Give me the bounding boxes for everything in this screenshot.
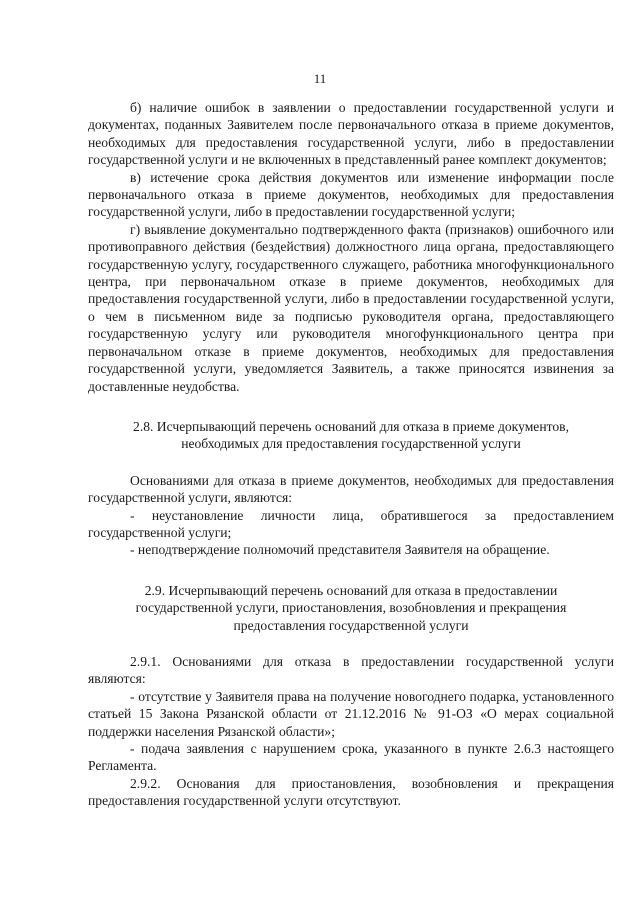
section-2-9-heading-line3: предоставления государственной услуги: [233, 617, 469, 633]
section-2-9-1-item-2: - подача заявления с нарушением срока, указанного в пункте 2.6.3 настоящего Регламента.: [88, 741, 614, 774]
section-2-9-heading-line2: государственной услуги, приостановления, возобновления и прекращения: [135, 600, 567, 616]
page-number: 11: [313, 71, 327, 86]
section-2-8-item-1: - неустановление личности лица, обратившегося за предоставлением государственной услуги;: [88, 507, 614, 540]
section-2-8-heading-line2: необходимых для предоставления государственной услуги: [181, 436, 521, 452]
section-2-9-1-item-1: - отсутствие у Заявителя права на получение новогоднего подарка, установленного статьей 15 Закона Рязанской области от 21.12.2016 № 91-ОЗ «О мерах социальной поддержки населения Рязанской области»;: [88, 688, 614, 739]
paragraph-item-b: б) наличие ошибок в заявлении о предоставлении государственной услуги и документах, поданных Заявителем после первоначального отказа в приеме документов, необходимых для предоставления государственной услуги, либо в предоставлении государственной услуги и не включенных в представленный ранее комплект документов;: [88, 100, 614, 168]
section-2-8-heading-line1: 2.8. Исчерпывающий перечень оснований для отказа в приеме документов,: [133, 418, 569, 434]
section-2-9-2: 2.9.2. Основания для приостановления, возобновления и прекращения предоставления государственной услуги отсутствуют.: [88, 775, 614, 809]
section-2-8-heading: [88, 418, 614, 453]
document-body: [88, 99, 614, 810]
section-2-8-item-2: - неподтверждение полномочий представителя Заявителя на обращение.: [130, 542, 550, 558]
section-2-9-heading: [88, 582, 614, 634]
paragraph-item-v: в) истечение срока действия документов или изменение информации после первоначального отказа в приеме документов, необходимых для предоставления государственной услуги, либо в предоставлении государственной услуги;: [88, 169, 614, 220]
paragraph-item-g: г) выявление документально подтвержденного факта (признаков) ошибочного или противоправного действия (бездействия) должностного лица органа, предоставляющего государственную услугу, государственного служащего, работника многофункционального центра, при первоначальном отказе в приеме документов, необходимых для предоставления государственной услуги, либо в предоставлении государственной услуги, о чем в письменном виде за подписью руководителя органа, предоставляющего государственную услугу или руководителя многофункционального центра при первоначальном отказе в приеме документов, необходимых для предоставления государственной услуги, уведомляется Заявитель, а также приносятся извинения за доставленные неудобства.: [88, 221, 614, 394]
section-2-9-heading-line1: 2.9. Исчерпывающий перечень оснований для отказа в предоставлении: [144, 582, 558, 598]
section-2-8-intro: Основаниями для отказа в приеме документов, необходимых для предоставления государственной услуги, являются:: [88, 472, 614, 506]
section-2-9-1: 2.9.1. Основаниями для отказа в предоставлении государственной услуги являются:: [88, 653, 614, 687]
